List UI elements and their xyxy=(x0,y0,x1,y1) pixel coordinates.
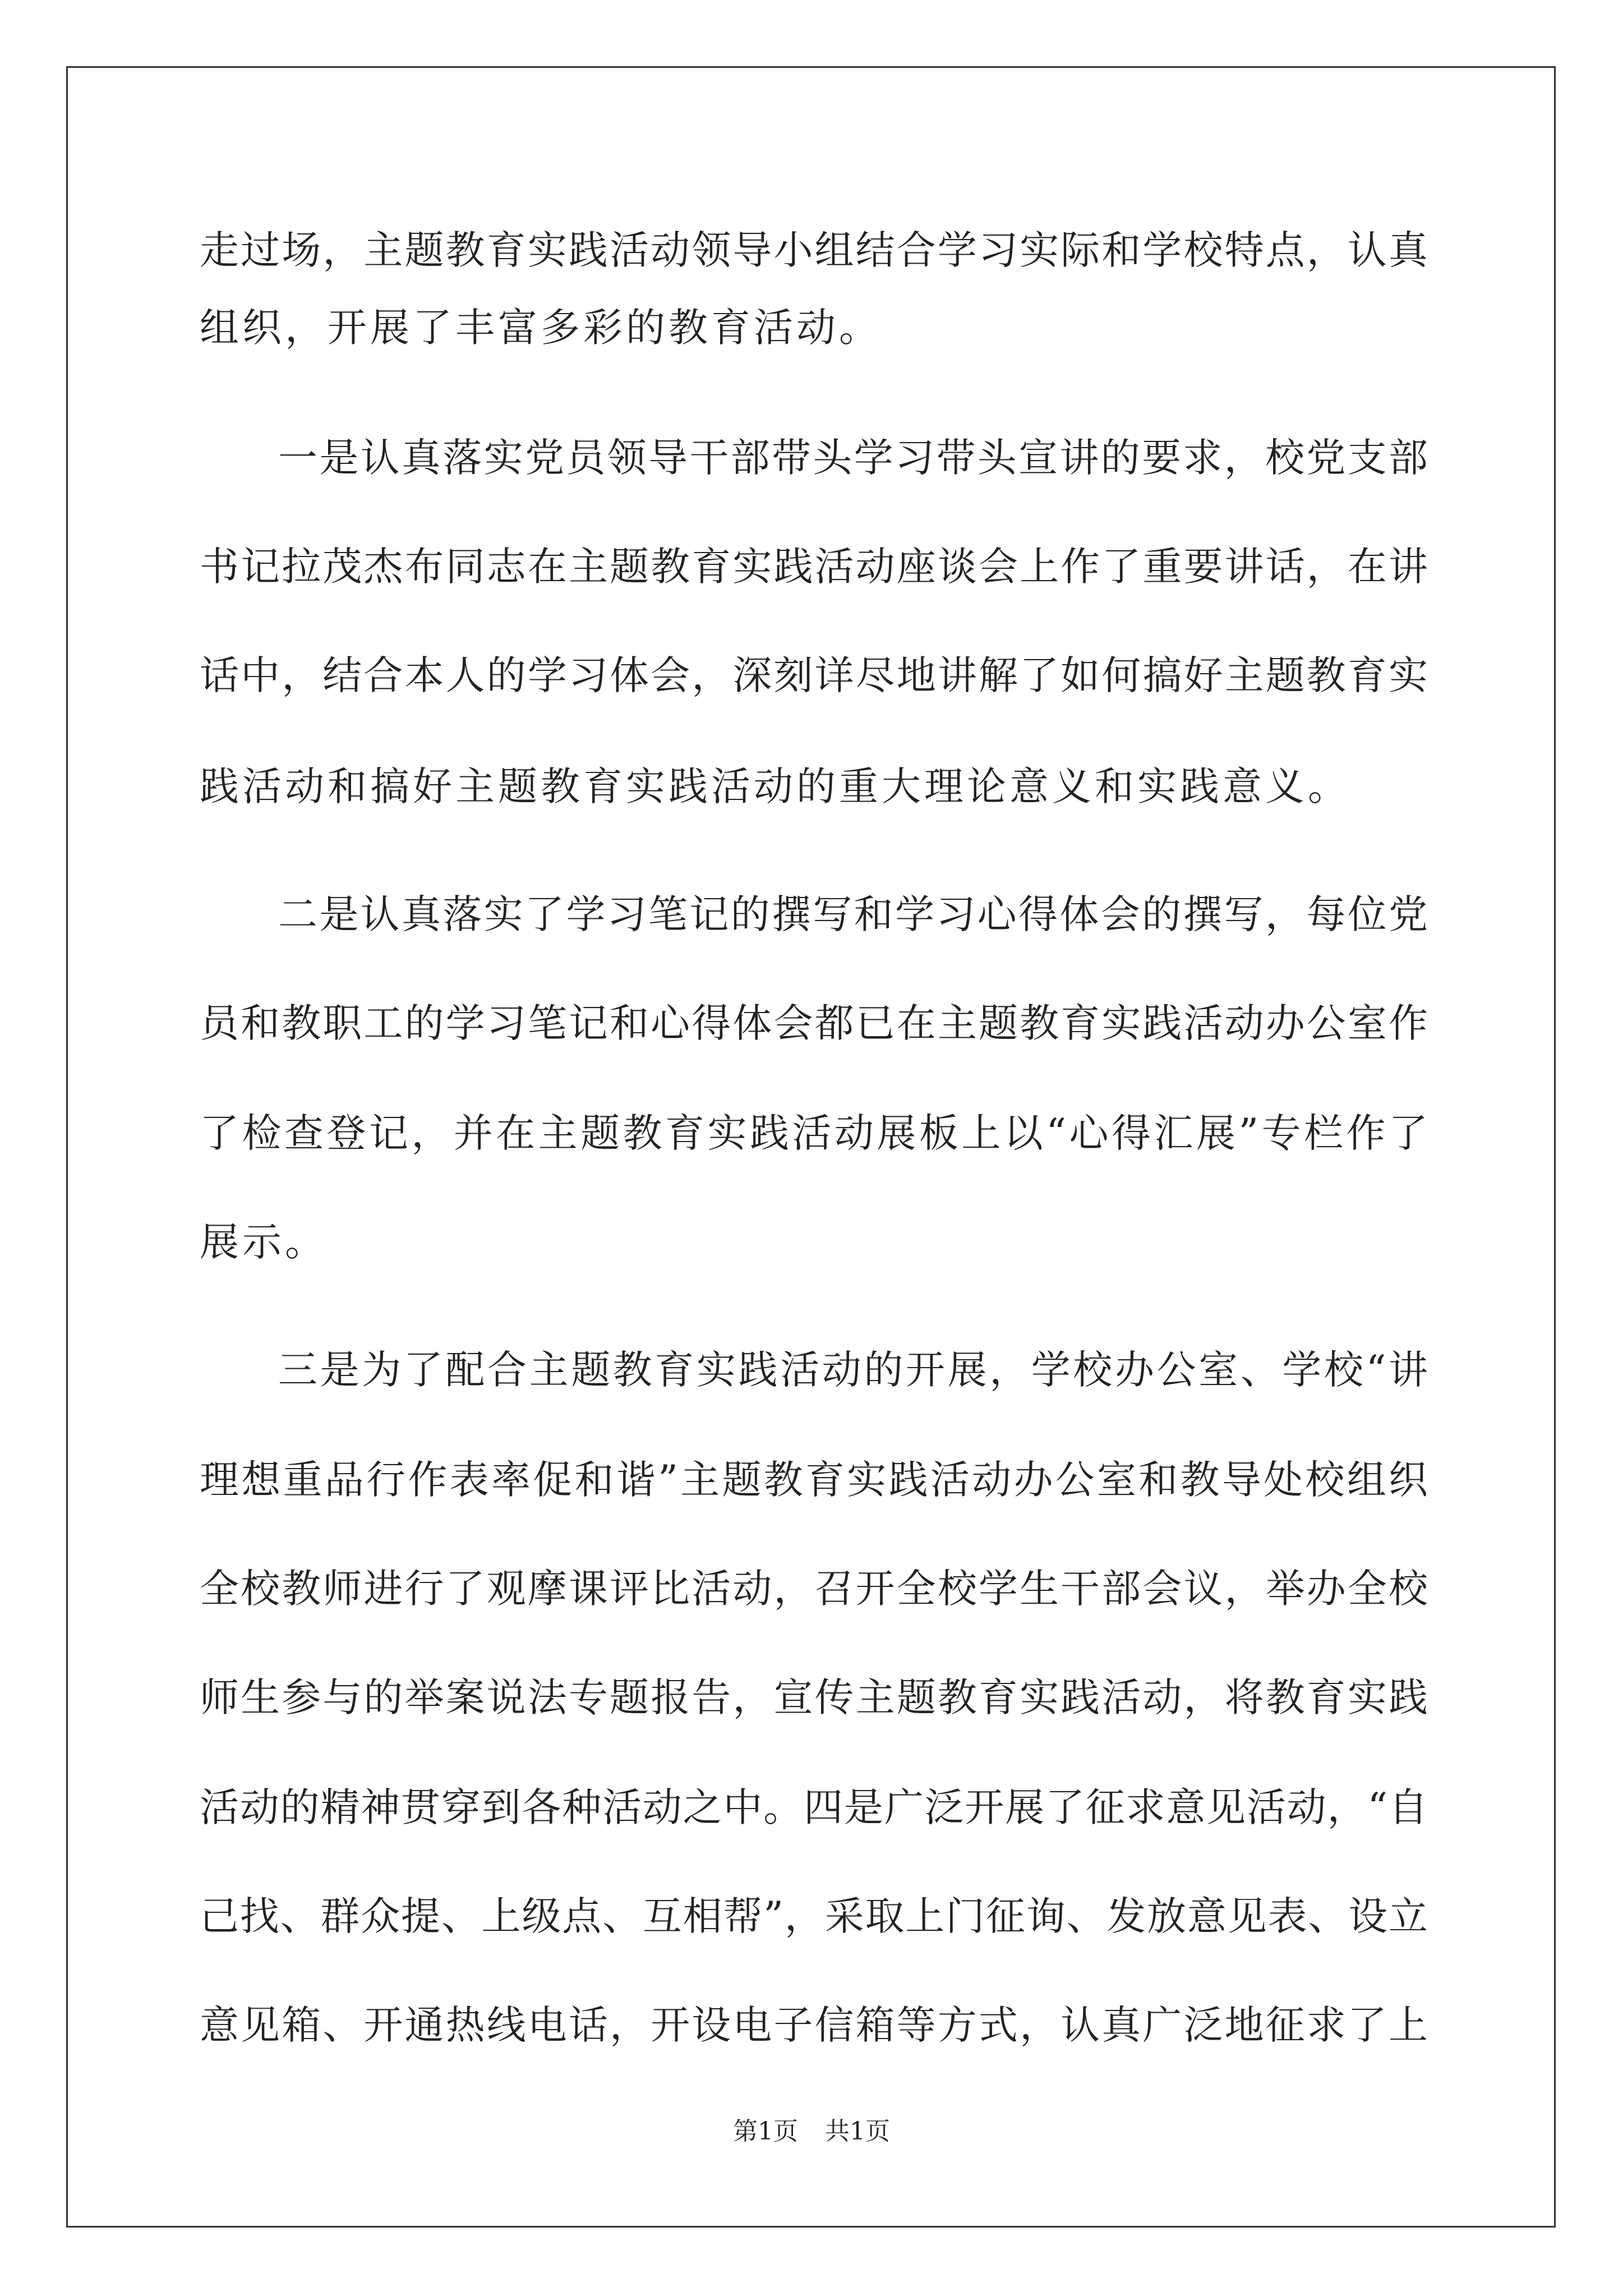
text-line: 走过场，主题教育实践活动领导小组结合学习实际和学校特点，认真 xyxy=(200,227,1428,273)
text-line: 二是认真落实了学习笔记的撰写和学习心得体会的撰写，每位党 xyxy=(278,891,1428,937)
text-line: 意见箱、开通热线电话，开设电子信箱等方式，认真广泛地征求了上 xyxy=(200,2002,1428,2048)
text-line: 了检查登记，并在主题教育实践活动展板上以“心得汇展”专栏作了 xyxy=(200,1110,1428,1156)
text-line: 践活动和搞好主题教育实践活动的重大理论意义和实践意义。 xyxy=(200,763,1350,809)
text-line: 话中，结合本人的学习体会，深刻详尽地讲解了如何搞好主题教育实 xyxy=(200,652,1428,698)
text-line: 师生参与的举案说法专题报告，宣传主题教育实践活动，将教育实践 xyxy=(200,1674,1428,1720)
text-line: 展示。 xyxy=(200,1219,328,1265)
text-line: 活动的精神贯穿到各种活动之中。四是广泛开展了征求意见活动，“自 xyxy=(200,1784,1428,1830)
text-line: 三是为了配合主题教育实践活动的开展，学校办公室、学校“讲 xyxy=(278,1347,1428,1393)
page-number: 第1页 xyxy=(733,2117,798,2146)
text-line: 书记拉茂杰布同志在主题教育实践活动座谈会上作了重要讲话，在讲 xyxy=(200,544,1428,590)
text-line: 一是认真落实党员领导干部带头学习带头宣讲的要求，校党支部 xyxy=(278,435,1428,481)
text-line: 全校教师进行了观摩课评比活动，召开全校学生干部会议，举办全校 xyxy=(200,1566,1428,1612)
text-line: 员和教职工的学习笔记和心得体会都已在主题教育实践活动办公室作 xyxy=(200,1000,1428,1046)
text-line: 己找、群众提、上级点、互相帮”，采取上门征询、发放意见表、设立 xyxy=(200,1893,1428,1939)
text-line: 理想重品行作表率促和谐”主题教育实践活动办公室和教导处校组织 xyxy=(200,1457,1428,1503)
text-line: 组织，开展了丰富多彩的教育活动。 xyxy=(200,305,882,351)
page-footer xyxy=(0,2115,1623,2148)
page-total: 共1页 xyxy=(825,2117,890,2146)
